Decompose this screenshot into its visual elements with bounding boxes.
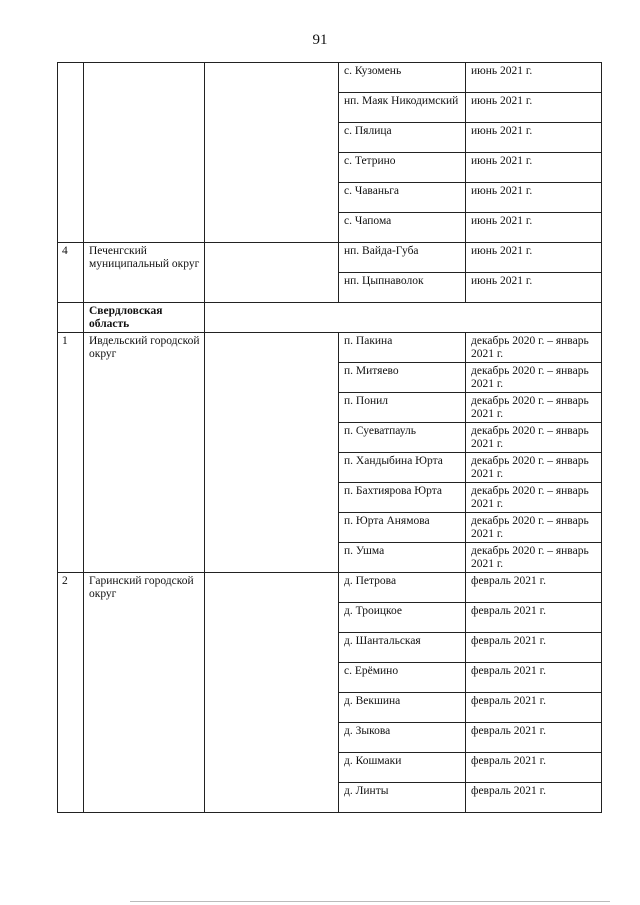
settlement-name-cell: д. Шантальская	[339, 633, 466, 663]
settlement-name-cell: п. Хандыбина Юрта	[339, 453, 466, 483]
period-cell: февраль 2021 г.	[466, 753, 602, 783]
settlement-name-cell: п. Суеватпауль	[339, 423, 466, 453]
period-cell: июнь 2021 г.	[466, 153, 602, 183]
row-number-cell	[58, 63, 84, 243]
municipality-name-cell	[84, 63, 205, 243]
period-cell: февраль 2021 г.	[466, 693, 602, 723]
settlement-name-cell: нп. Маяк Никодимский	[339, 93, 466, 123]
settlements-table	[57, 62, 602, 813]
period-cell: декабрь 2020 г. – январь 2021 г.	[466, 423, 602, 453]
row-number-cell: 4	[58, 243, 84, 303]
empty-cell	[205, 63, 339, 243]
empty-cell	[205, 333, 339, 573]
period-cell: декабрь 2020 г. – январь 2021 г.	[466, 483, 602, 513]
row-number-cell: 2	[58, 573, 84, 813]
settlement-name-cell: с. Чапома	[339, 213, 466, 243]
settlement-name-cell: д. Кошмаки	[339, 753, 466, 783]
region-header-row	[58, 303, 602, 333]
table-row	[58, 63, 602, 93]
period-cell: июнь 2021 г.	[466, 273, 602, 303]
table-row	[58, 243, 602, 273]
municipality-name-cell: Печенгский муниципальный округ	[84, 243, 205, 303]
period-cell: декабрь 2020 г. – январь 2021 г.	[466, 363, 602, 393]
settlement-name-cell: нп. Вайда-Губа	[339, 243, 466, 273]
settlement-name-cell: с. Кузомень	[339, 63, 466, 93]
settlement-name-cell: с. Чаваньга	[339, 183, 466, 213]
settlement-name-cell: п. Митяево	[339, 363, 466, 393]
page-number: 91	[312, 32, 328, 48]
table-row	[58, 573, 602, 603]
settlement-name-cell: п. Ушма	[339, 543, 466, 573]
period-cell: июнь 2021 г.	[466, 213, 602, 243]
settlement-name-cell: п. Понил	[339, 393, 466, 423]
period-cell: июнь 2021 г.	[466, 183, 602, 213]
period-cell: декабрь 2020 г. – январь 2021 г.	[466, 453, 602, 483]
scan-edge-line	[130, 901, 610, 902]
municipality-name-cell: Гаринский городской округ	[84, 573, 205, 813]
period-cell: февраль 2021 г.	[466, 603, 602, 633]
period-cell: февраль 2021 г.	[466, 633, 602, 663]
table-body	[58, 63, 602, 813]
settlement-name-cell: д. Векшина	[339, 693, 466, 723]
empty-cell	[205, 573, 339, 813]
row-number-cell: 1	[58, 333, 84, 573]
settlement-name-cell: с. Пялица	[339, 123, 466, 153]
region-name-cell: Свердловская область	[84, 303, 205, 333]
period-cell: декабрь 2020 г. – январь 2021 г.	[466, 513, 602, 543]
settlement-name-cell: п. Юрта Анямова	[339, 513, 466, 543]
period-cell: февраль 2021 г.	[466, 723, 602, 753]
settlement-name-cell: п. Пакина	[339, 333, 466, 363]
settlement-name-cell: с. Тетрино	[339, 153, 466, 183]
table-row	[58, 333, 602, 363]
period-cell: декабрь 2020 г. – январь 2021 г.	[466, 333, 602, 363]
period-cell: июнь 2021 г.	[466, 243, 602, 273]
period-cell: декабрь 2020 г. – январь 2021 г.	[466, 543, 602, 573]
empty-cell	[205, 243, 339, 303]
settlement-name-cell: п. Бахтиярова Юрта	[339, 483, 466, 513]
settlement-name-cell: с. Ерёмино	[339, 663, 466, 693]
settlement-name-cell: нп. Цыпнаволок	[339, 273, 466, 303]
row-number-cell	[58, 303, 84, 333]
period-cell: июнь 2021 г.	[466, 93, 602, 123]
period-cell: декабрь 2020 г. – январь 2021 г.	[466, 393, 602, 423]
period-cell: февраль 2021 г.	[466, 663, 602, 693]
settlement-name-cell: д. Петрова	[339, 573, 466, 603]
period-cell: февраль 2021 г.	[466, 783, 602, 813]
settlement-name-cell: д. Зыкова	[339, 723, 466, 753]
period-cell: июнь 2021 г.	[466, 63, 602, 93]
settlement-name-cell: д. Линты	[339, 783, 466, 813]
settlement-name-cell: д. Троицкое	[339, 603, 466, 633]
period-cell: июнь 2021 г.	[466, 123, 602, 153]
empty-cell	[205, 303, 602, 333]
period-cell: февраль 2021 г.	[466, 573, 602, 603]
municipality-name-cell: Ивдельский городской округ	[84, 333, 205, 573]
